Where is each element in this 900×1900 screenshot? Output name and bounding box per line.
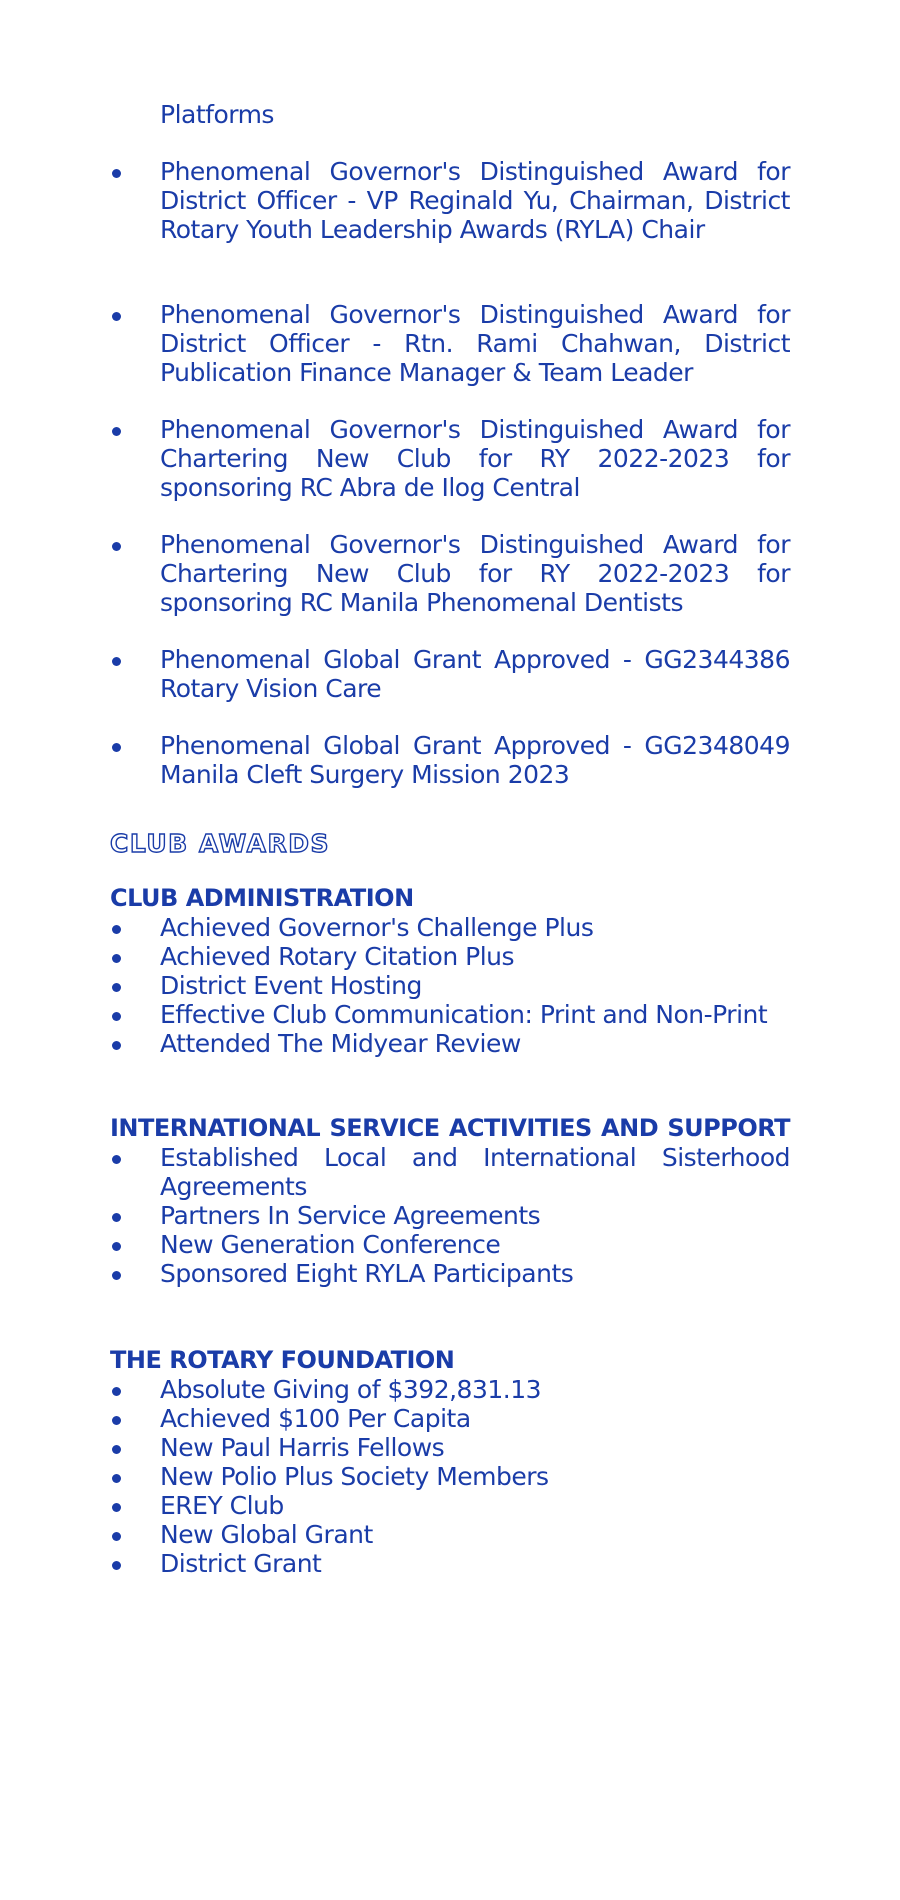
bullet-icon bbox=[112, 1213, 121, 1222]
rotary-foundation-list bbox=[110, 1375, 790, 1578]
list-item: Absolute Giving of $392,831.13 bbox=[110, 1375, 790, 1404]
bullet-icon bbox=[112, 427, 121, 436]
list-item: Established Local and International Sisterhood Agreements bbox=[110, 1143, 790, 1201]
district-awards-list bbox=[110, 157, 790, 789]
list-item: New Generation Conference bbox=[110, 1230, 790, 1259]
bullet-icon bbox=[112, 1155, 121, 1164]
club-administration-heading: CLUB ADMINISTRATION bbox=[110, 884, 414, 912]
document-page bbox=[110, 100, 790, 1578]
bullet-icon bbox=[112, 1503, 121, 1512]
bullet-icon bbox=[112, 542, 121, 551]
list-item: District Grant bbox=[110, 1549, 790, 1578]
bullet-icon bbox=[112, 312, 121, 321]
club-administration-list bbox=[110, 913, 790, 1058]
international-service-list bbox=[110, 1143, 790, 1288]
list-item: Achieved Rotary Citation Plus bbox=[110, 942, 790, 971]
bullet-icon bbox=[112, 1445, 121, 1454]
bullet-icon bbox=[112, 169, 121, 178]
rotary-foundation-heading: THE ROTARY FOUNDATION bbox=[110, 1346, 455, 1374]
bullet-icon bbox=[112, 657, 121, 666]
bullet-icon bbox=[112, 925, 121, 934]
bullet-icon bbox=[112, 1416, 121, 1425]
list-item: New Polio Plus Society Members bbox=[110, 1462, 790, 1491]
list-item: Achieved $100 Per Capita bbox=[110, 1404, 790, 1433]
list-item: New Paul Harris Fellows bbox=[110, 1433, 790, 1462]
list-item: Sponsored Eight RYLA Participants bbox=[110, 1259, 790, 1288]
list-item: Attended The Midyear Review bbox=[110, 1029, 790, 1058]
bullet-icon bbox=[112, 1561, 121, 1570]
list-item: Phenomenal Governor's Distinguished Award for Chartering New Club for RY 2022-2023 for sponsoring RC Manila Phenomenal Dentists bbox=[110, 530, 790, 617]
list-item: Phenomenal Global Grant Approved - GG2348049 Manila Cleft Surgery Mission 2023 bbox=[110, 731, 790, 789]
bullet-icon bbox=[112, 1387, 121, 1396]
bullet-icon bbox=[112, 1271, 121, 1280]
list-item: Phenomenal Governor's Distinguished Award for Chartering New Club for RY 2022-2023 for sponsoring RC Abra de Ilog Central bbox=[110, 415, 790, 502]
bullet-icon bbox=[112, 983, 121, 992]
international-service-heading: INTERNATIONAL SERVICE ACTIVITIES AND SUPPORT bbox=[110, 1114, 790, 1142]
list-item: District Event Hosting bbox=[110, 971, 790, 1000]
list-item: Effective Club Communication: Print and Non-Print bbox=[110, 1000, 790, 1029]
bullet-icon bbox=[112, 1041, 121, 1050]
bullet-icon bbox=[112, 743, 121, 752]
list-item: Phenomenal Governor's Distinguished Award for District Officer - VP Reginald Yu, Chairman, District Rotary Youth Leadership Awards (RYLA) Chair bbox=[110, 157, 790, 244]
list-item: Achieved Governor's Challenge Plus bbox=[110, 913, 790, 942]
list-item: Phenomenal Governor's Distinguished Award for District Officer - Rtn. Rami Chahwan, District Publication Finance Manager & Team Leader bbox=[110, 300, 790, 387]
club-awards-heading: CLUB AWARDS bbox=[110, 829, 330, 858]
bullet-icon bbox=[112, 1474, 121, 1483]
continuation-text: Platforms bbox=[160, 100, 274, 129]
list-item: New Global Grant bbox=[110, 1520, 790, 1549]
list-item: EREY Club bbox=[110, 1491, 790, 1520]
list-item: Phenomenal Global Grant Approved - GG2344386 Rotary Vision Care bbox=[110, 645, 790, 703]
bullet-icon bbox=[112, 954, 121, 963]
bullet-icon bbox=[112, 1242, 121, 1251]
bullet-icon bbox=[112, 1012, 121, 1021]
bullet-icon bbox=[112, 1532, 121, 1541]
list-item: Partners In Service Agreements bbox=[110, 1201, 790, 1230]
